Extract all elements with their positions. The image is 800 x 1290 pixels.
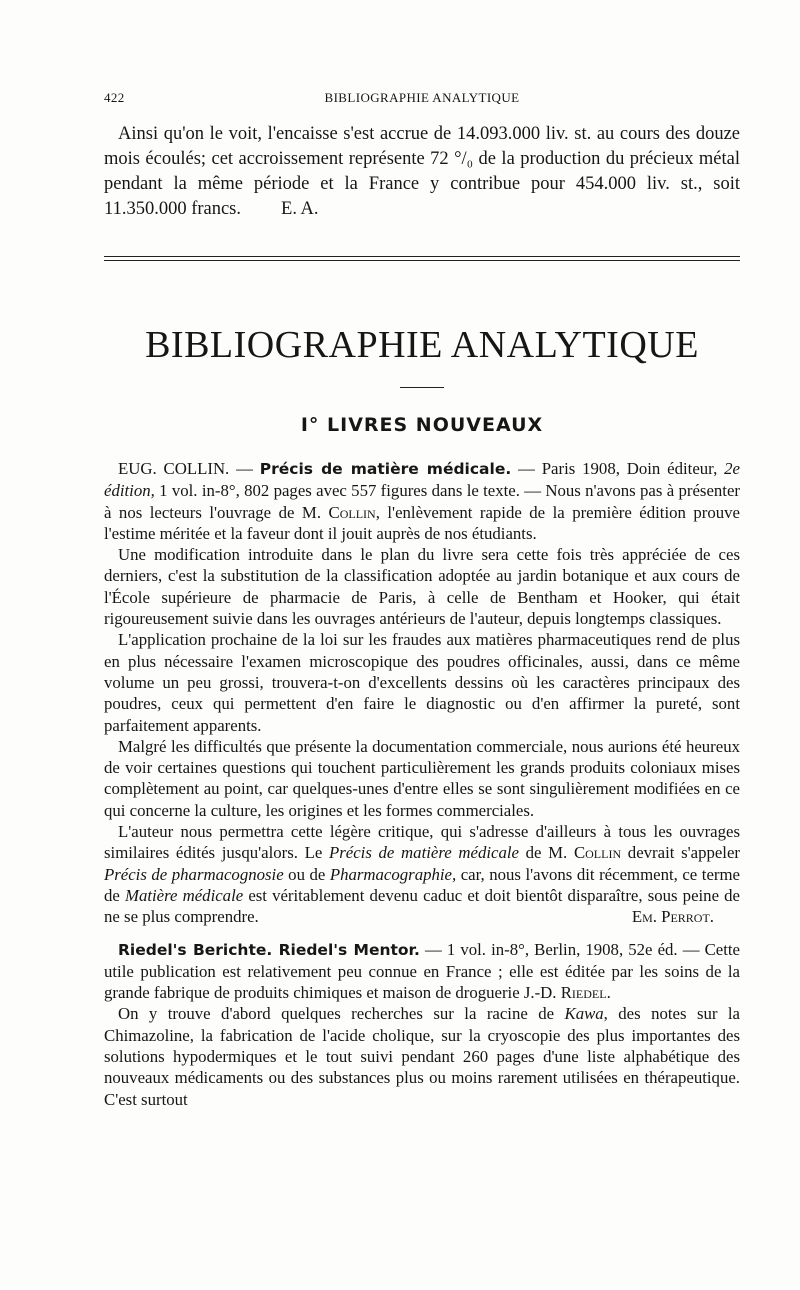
page-number: 422 bbox=[104, 90, 125, 105]
text-segment: , des notes sur la Chimazoline, la fabrication de l'acide cholique, sur la cryoscopie des plus importantes des solutions hypodermiques et le tout suivi pendant 260 pages d'une liste alphabétique des nouveaux médicaments ou des substances plus ou moins rarement utilisées en thérapeutique. C'est surtout bbox=[104, 1004, 740, 1109]
book-title: Précis de matière médicale bbox=[329, 843, 519, 863]
double-rule-divider bbox=[104, 256, 740, 261]
text-segment: L'auteur nous permettra cette légère critique, qui s'adresse d'ailleurs à tous les ouvrages similaires édités jusqu'alors. Le bbox=[104, 822, 740, 863]
page bbox=[104, 90, 740, 1110]
plant-name: Kawa bbox=[564, 1004, 604, 1024]
entry-collin-para-3: L'application prochaine de la loi sur les fraudes aux matières pharmaceutiques rend de plus en plus nécessaire l'examen microscopique des poudres officinales, aussi, dans ce même volume un peu grossi, trouvera-t-on d'excellents dessins où les caractères principaux des poudres, ceux qui permettent d'en faire le diagnostic ou d'en affirmer la pureté, sont parfaitement apparents. bbox=[104, 630, 740, 735]
text-segment: de M. bbox=[518, 843, 574, 863]
entry-collin bbox=[104, 458, 740, 928]
entry-riedel bbox=[104, 939, 740, 1110]
entry-collin-para-2: Une modification introduite dans le plan du livre sera cette fois très appréciée de ces derniers, c'est la substitution de la classification adoptée au jardin botanique et aux cours de l'École supérieure de pharmacie de Paris, à celle de Bentham et Hooker, qui était rigoureusement suivie dans les ouvrages antérieurs de l'auteur, depuis longtemps classiques. bbox=[104, 545, 740, 629]
running-title: BIBLIOGRAPHIE ANALYTIQUE bbox=[324, 90, 520, 105]
entry-riedel-para-2 bbox=[104, 1003, 740, 1109]
entry-publication: — 1 vol. in-8°, Berlin, 1908, 52e éd. — Cette utile publication est relativement peu connue en France ; elle est éditée par les soins de la grande fabrique de produits chimiques et maison de droguerie J.-D. bbox=[104, 939, 741, 1003]
entry-collin-para-4: Malgré les difficultés que présente la documentation commerciale, nous aurions été heureux de voir certaines questions qui touchent particulièrement les grands produits coloniaux mises complètement au point, car quelques-unes d'entre elles se sont singulièrement modifiées en ce qui concerne la culture, les origines et les formes commerciales. bbox=[104, 736, 740, 820]
section-title: BIBLIOGRAPHIE ANALYTIQUE bbox=[145, 324, 699, 366]
entry-edition: 2e édition, bbox=[104, 459, 740, 501]
book-title: Pharmacographie, bbox=[329, 864, 457, 884]
entry-title: Riedel's Berichte. Riedel's Mentor. bbox=[118, 940, 420, 959]
dash: — bbox=[229, 459, 260, 478]
reviewer-signature: Em. Perrot. bbox=[631, 907, 714, 927]
short-rule-divider bbox=[400, 387, 444, 388]
text-segment: devrait s'appeler bbox=[621, 843, 740, 863]
entry-publication: — Paris 1908, Doin éditeur, bbox=[511, 459, 725, 478]
text-segment: est véritablement devenu caduc et doit bientôt disparaître, sous peine de ne se plus comprendre. bbox=[104, 885, 740, 927]
entry-title: Précis de matière médicale. bbox=[259, 460, 512, 478]
subsection-title: I° LIVRES NOUVEAUX bbox=[300, 414, 544, 436]
intro-paragraph bbox=[104, 122, 740, 222]
text-segment: On y trouve d'abord quelques recherches sur la racine de bbox=[118, 1004, 565, 1024]
book-title: Matière médicale bbox=[124, 885, 244, 905]
author-name: Riedel bbox=[560, 983, 607, 1003]
entry-author: EUG. COLLIN. bbox=[118, 459, 230, 478]
text-segment: ou de bbox=[283, 864, 330, 884]
entry-collin-para-1 bbox=[104, 458, 740, 544]
entry-riedel-para-1 bbox=[104, 939, 740, 1004]
entry-collin-para-5 bbox=[104, 821, 740, 927]
text-segment: . bbox=[606, 983, 611, 1003]
intro-text: Ainsi qu'on le voit, l'encaisse s'est accrue de 14.093.000 liv. st. au cours des douze mois écoulés; cet accroissement représente 72 °/₀ de la production du précieux métal pendant la même période et la France y contribue pour 454.000 liv. st., soit 11.350.000 francs. bbox=[104, 124, 740, 219]
intro-signature: E. A. bbox=[281, 199, 319, 219]
running-head bbox=[104, 90, 740, 116]
author-name: Collin bbox=[573, 843, 622, 863]
entry-description: 1 vol. in-8°, 802 pages avec 557 figures dans le texte. — Nous n'avons pas à présenter à nos lecteurs l'ouvrage de M. bbox=[104, 481, 740, 522]
book-title: Précis de pharmacognosie bbox=[104, 864, 284, 884]
entry-description-cont: , l'enlèvement rapide de la première édition prouve l'estime méritée et la faveur dont il jouit auprès de nos étudiants. bbox=[104, 502, 740, 543]
author-name: Collin bbox=[328, 502, 376, 522]
text-segment: car, nous l'avons dit récemment, ce terme de bbox=[104, 864, 740, 905]
